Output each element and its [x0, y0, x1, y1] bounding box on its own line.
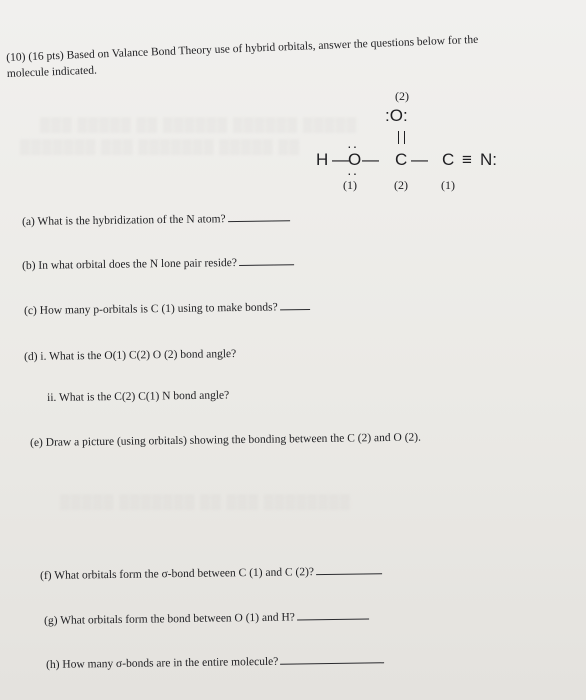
question-f — [40, 565, 382, 582]
question-a-text: (a) What is the hybridization of the N atom? — [22, 213, 226, 228]
bond-h-o: — — [332, 150, 349, 169]
label-o2: (2) — [395, 89, 409, 103]
hydrogen-atom: H — [316, 150, 329, 169]
question-e — [30, 432, 421, 449]
header-line-1: (10) (16 pts) Based on Valance Bond Theory use of hybrid orbitals, answer the questions below for the — [6, 33, 479, 64]
question-g-text: (g) What orbitals form the bond between O (1) and H? — [44, 611, 295, 627]
question-b-text: (b) In what orbital does the N lone pair reside? — [22, 256, 238, 272]
question-d-ii-text: ii. What is the C(2) C(1) N bond angle? — [47, 389, 230, 404]
bleed-through-text: ▒▒▒ ▒▒▒▒▒ ▒▒ ▒▒▒▒▒▒ ▒▒▒▒▒▒ ▒▒▒▒▒ — [40, 118, 358, 133]
question-d-i — [24, 348, 236, 363]
answer-blank-b[interactable] — [239, 264, 294, 266]
bleed-through-text: ▒▒▒▒▒▒▒ ▒▒▒ ▒▒▒▒▒▒▒ ▒▒▒▒▒ ▒▒ — [20, 140, 301, 155]
bleed-through-text: ▒▒▒▒▒ ▒▒▒▒▒▒▒ ▒▒ ▒▒▒ ▒▒▒▒▒▒▒▒ — [60, 495, 351, 510]
header-line-2: molecule indicated. — [6, 64, 98, 80]
carbon-1: C — [442, 150, 455, 169]
lone-pair-dots-top: ·· — [347, 138, 359, 154]
answer-blank-h[interactable] — [280, 662, 384, 664]
label-c2: (2) — [394, 178, 408, 192]
triple-bond: ≡ — [462, 150, 472, 169]
carbonyl-oxygen: :O: — [385, 106, 408, 125]
answer-blank-f[interactable] — [316, 573, 382, 575]
oxygen-1: O — [348, 150, 362, 169]
question-d-ii — [47, 389, 229, 404]
question-c — [24, 301, 310, 317]
question-g — [44, 610, 369, 627]
question-f-text: (f) What orbitals form the σ-bond between C (1) and C (2)? — [40, 566, 315, 582]
label-c1: (1) — [441, 178, 455, 192]
question-h-text: (h) How many σ-bonds are in the entire molecule? — [46, 655, 279, 671]
bond-o-c2: — — [362, 150, 379, 169]
question-a — [22, 212, 290, 228]
answer-blank-a[interactable] — [228, 220, 290, 222]
double-bond-mark — [398, 131, 405, 144]
answer-blank-c[interactable] — [280, 309, 310, 310]
bond-c2-c1: — — [411, 150, 428, 169]
question-h — [46, 654, 384, 671]
carbon-2: C — [395, 150, 408, 169]
answer-blank-g[interactable] — [297, 618, 369, 620]
question-d-i-text: (d) i. What is the O(1) C(2) O (2) bond angle? — [24, 348, 237, 363]
molecule-structure — [0, 0, 586, 200]
question-e-text: (e) Draw a picture (using orbitals) showing the bonding between the C (2) and O (2). — [30, 431, 422, 449]
question-b — [22, 256, 294, 272]
label-o1: (1) — [343, 178, 357, 192]
nitrogen-atom: N: — [480, 150, 497, 169]
question-c-text: (c) How many p-orbitals is C (1) using to make bonds? — [24, 301, 278, 317]
lone-pair-dots-bottom: ·· — [347, 165, 359, 181]
